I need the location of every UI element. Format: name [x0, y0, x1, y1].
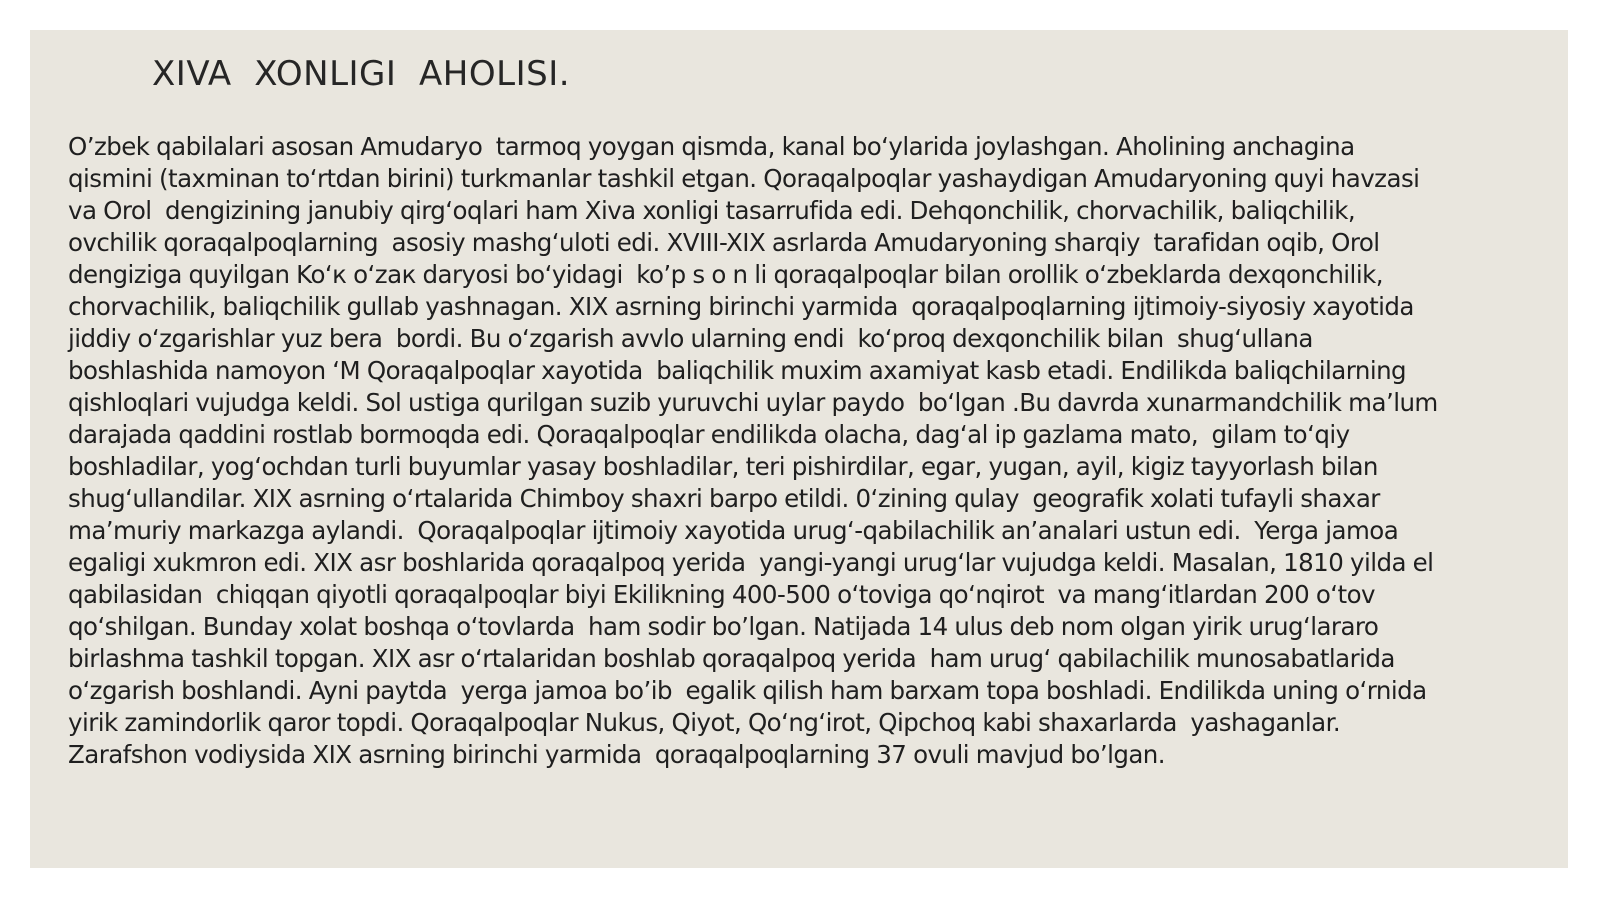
body-line: jiddiy o‘zgarishlar yuz bera bordi. Bu o‘zgarish avvlo ularning endi ko‘proq dexqonchilik bilan shug‘ullana: [68, 324, 1313, 353]
body-line: boshlashida namoyon ‘M Qoraqalpoqlar xayotida baliqchilik muxim axamiyat kasb etadi. Endilikda baliqchilarning: [68, 356, 1407, 385]
body-line: qishloqlari vujudga keldi. Sol ustiga qurilgan suzib yuruvchi uylar paydo bo‘lgan .Bu davrda xunarmandchilik ma’lum: [68, 388, 1438, 417]
body-line: o‘zgarish boshlandi. Ayni paytda yerga jamoa bo’ib egalik qilish ham barxam topa boshladi. Endilikda uning o‘rnida: [68, 676, 1427, 705]
slide-title: XIVA XONLIGI AHOLISI.: [152, 54, 571, 94]
slide: [30, 30, 1568, 868]
body-line: boshladilar, yog‘ochdan turli buyumlar yasay boshladilar, teri pishirdilar, egar, yugan, ayil, kigiz tayyorlash bilan: [68, 452, 1378, 481]
body-line: Zarafshon vodiysida XIX asrning birinchi yarmida qoraqalpoqlarning 37 ovuli mavjud bo’lgan.: [68, 740, 1166, 769]
body-line: chorvachilik, baliqchilik gullab yashnagan. XIX asrning birinchi yarmida qoraqalpoqlarning ijtimoiy-siyosiy xayotida: [68, 292, 1414, 321]
body-line: qabilasidan chiqqan qiyotli qoraqalpoqlar biyi Ekilikning 400-500 o‘toviga qo‘nqirot va mang‘itlardan 200 o‘tov: [68, 580, 1375, 609]
body-line: shug‘ullandilar. XIX asrning o‘rtalarida Chimboy shaxri barpo etildi. 0‘zining qulay geografik xolati tufayli shaxar: [68, 484, 1380, 513]
body-line: qo‘shilgan. Bunday xolat boshqa o‘tovlarda ham sodir bo’lgan. Natijada 14 ulus deb nom olgan yirik urug‘lararo: [68, 612, 1379, 641]
body-line: ma’muriy markazga aylandi. Qoraqalpoqlar ijtimoiy xayotida urug‘-qabilachilik an’analari ustun edi. Yerga jamoa: [68, 516, 1399, 545]
body-line: qismini (taxminan to‘rtdan birini) turkmanlar tashkil etgan. Qoraqalpoqlar yashaydigan Amudaryoning quyi havzasi: [68, 164, 1420, 193]
body-line: egaligi xukmron edi. XIX asr boshlarida qoraqalpoq yerida yangi-yangi urug‘lar vujudga keldi. Masalan, 1810 yilda el: [68, 548, 1434, 577]
body-line: birlashma tashkil topgan. XIX asr o‘rtalaridan boshlab qoraqalpoq yerida ham urug‘ qabilachilik munosabatlarida: [68, 644, 1395, 673]
slide-body: [68, 131, 1558, 771]
body-line: dengiziga quyilgan Ko‘к o‘zaк daryosi bo‘yidagi ko’p s o n li qoraqalpoqlar bilan orollik o‘zbeklarda dexqonchilik,: [68, 260, 1383, 289]
body-line: O’zbek qabilalari asosan Amudaryo tarmoq yoygan qismda, kanal bo‘ylarida joylashgan. Aholining anchagina: [68, 132, 1355, 161]
body-line: darajada qaddini rostlab bormoqda edi. Qoraqalpoqlar endilikda olacha, dag‘al ip gazlama mato, gilam to‘qiy: [68, 420, 1350, 449]
body-line: ovchilik qoraqalpoqlarning asosiy mashg‘uloti edi. XVIII-XIX asrlarda Amudaryoning sharqiy tarafidan oqib, Orol: [68, 228, 1380, 257]
body-line: va Orol dengizining janubiy qirg‘oqlari ham Xiva xonligi tasarrufida edi. Dehqonchilik, chorvachilik, baliqchilik,: [68, 196, 1356, 225]
body-line: yirik zamindorlik qaror topdi. Qoraqalpoqlar Nukus, Qiyot, Qo‘ng‘irot, Qipchoq kabi shaxarlarda yashaganlar.: [68, 708, 1341, 737]
